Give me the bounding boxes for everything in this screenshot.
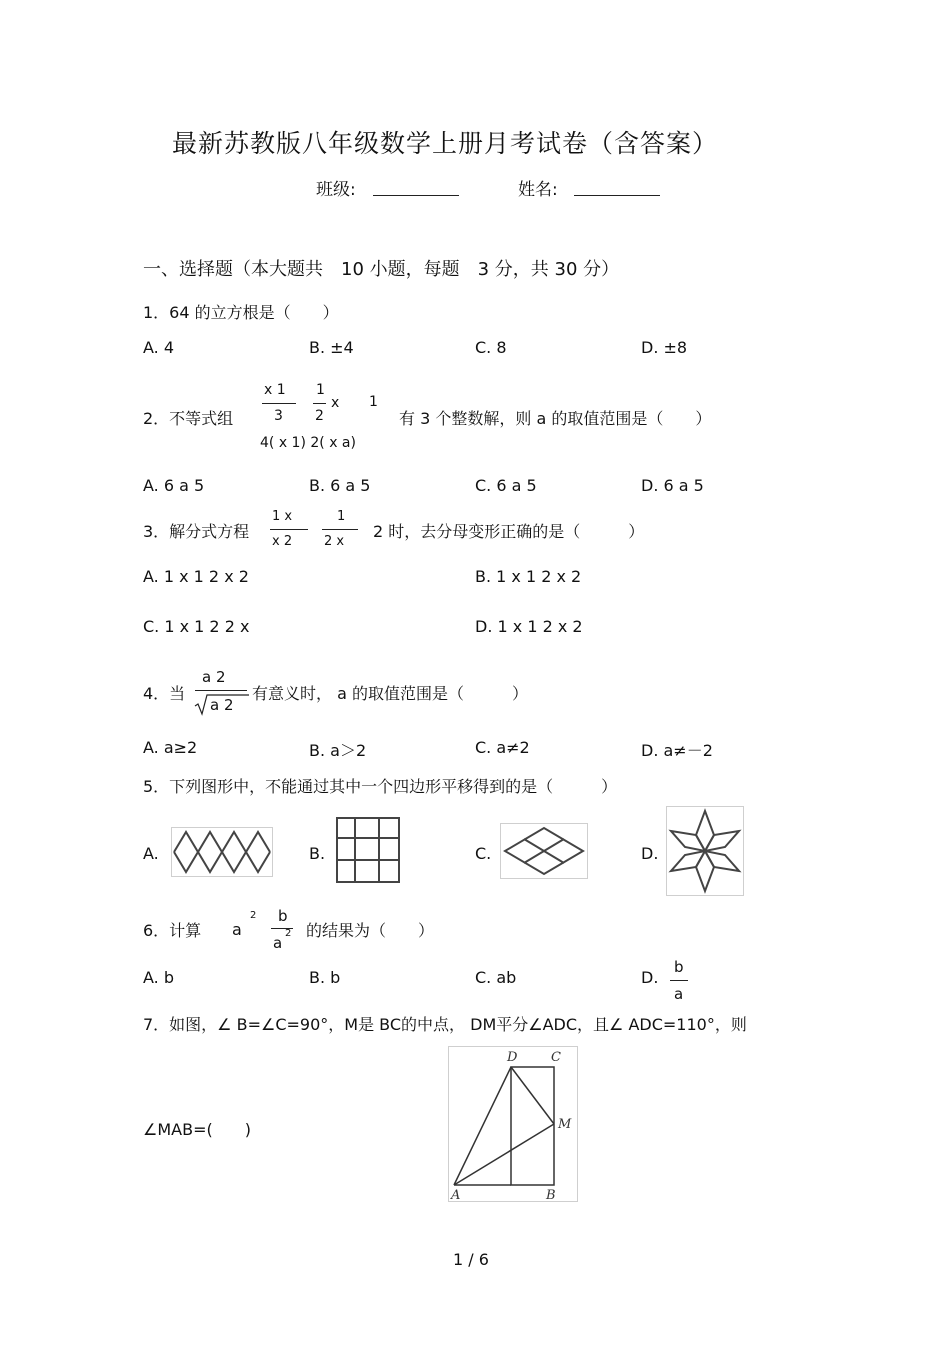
q3-option-b: B. 1 x 1 2 x 2 xyxy=(475,567,582,586)
q2-stem-start: 2．不等式组 xyxy=(143,409,234,428)
q2-rhs-1: 1 xyxy=(369,394,378,410)
class-label: 班级: xyxy=(316,180,356,200)
q3-stem-end: 2 时，去分母变形正确的是（ ） xyxy=(373,522,645,541)
q4-option-b: B. a＞2 xyxy=(309,741,367,760)
q4-stem-start: 4．当 xyxy=(143,684,186,703)
point-m-label: M xyxy=(558,1117,572,1132)
q2-option-c: C. 6 a 5 xyxy=(475,476,537,495)
q2-frac2-bar xyxy=(313,403,326,404)
square-grid-icon xyxy=(335,816,401,884)
rhombus-split-icon xyxy=(501,824,587,878)
q6-frac-den: a xyxy=(273,934,283,952)
q2-option-d: D. 6 a 5 xyxy=(641,476,704,495)
point-b-label: B xyxy=(546,1188,556,1201)
q6-stem-end: 的结果为（ ） xyxy=(306,921,435,940)
q4-option-a: A. a≥2 xyxy=(143,738,198,757)
q6-d-frac-bar xyxy=(670,980,688,981)
q6-option-a: A. b xyxy=(143,968,174,987)
q2-row2: 4( x 1) 2( x a) xyxy=(260,435,356,451)
q6-a: a xyxy=(232,920,242,939)
q6-option-d: D. xyxy=(641,968,659,987)
q4-option-d: D. a≠－2 xyxy=(641,741,713,760)
q5-label-a: A. xyxy=(143,844,159,863)
q4-frac-bar xyxy=(195,690,247,691)
q5-figure-a xyxy=(171,827,273,877)
q3-frac1-den: x 2 xyxy=(272,534,293,549)
name-label: 姓名: xyxy=(518,180,558,200)
q3-option-a: A. 1 x 1 2 x 2 xyxy=(143,567,249,586)
section-heading: 一、选择题（本大题共 10 小题，每题 3 分，共 30 分） xyxy=(143,259,620,280)
page-number: 1 / 6 xyxy=(453,1250,489,1269)
q4-frac-den: a 2 xyxy=(210,696,234,714)
q6-frac-den-exp: 2 xyxy=(285,928,292,939)
q3-option-c: C. 1 x 1 2 2 x xyxy=(143,617,250,636)
q6-d-frac-num: b xyxy=(674,958,684,976)
q4-frac-num: a 2 xyxy=(202,668,226,686)
rhombus-star-icon xyxy=(667,807,743,895)
q2-frac1-den: 3 xyxy=(274,408,283,424)
q1-option-c: C. 8 xyxy=(475,338,507,357)
q3-frac2-num: 1 xyxy=(337,509,346,524)
q5-label-d: D. xyxy=(641,844,659,863)
q3-stem-start: 3．解分式方程 xyxy=(143,522,250,541)
q3-frac1-bar xyxy=(270,529,308,530)
rhombus-chain-icon xyxy=(172,828,272,876)
page-title: 最新苏教版八年级数学上册月考试卷（含答案） xyxy=(172,129,719,158)
q5-label-c: C. xyxy=(475,844,492,863)
q7-figure xyxy=(448,1046,578,1202)
q6-stem-start: 6．计算 xyxy=(143,921,202,940)
name-blank xyxy=(574,195,660,196)
q2-x: x xyxy=(331,395,340,411)
q2-option-b: B. 6 a 5 xyxy=(309,476,371,495)
q3-frac1-num: 1 x xyxy=(272,509,293,524)
point-a-label: A xyxy=(451,1188,461,1201)
q6-option-c: C. ab xyxy=(475,968,517,987)
q4-option-c: C. a≠2 xyxy=(475,738,530,757)
q6-d-frac-den: a xyxy=(674,985,684,1003)
q2-stem-end: 有 3 个整数解，则 a 的取值范围是（ ） xyxy=(399,409,712,428)
quadrilateral-diagram xyxy=(449,1047,577,1201)
q3-frac2-den: 2 x xyxy=(324,534,345,549)
q6-a-exp: 2 xyxy=(250,910,257,921)
q2-frac2-den: 2 xyxy=(315,408,324,424)
q7-ask: ∠MAB=( ) xyxy=(143,1120,251,1139)
q3-option-d: D. 1 x 1 2 x 2 xyxy=(475,617,583,636)
q2-option-a: A. 6 a 5 xyxy=(143,476,205,495)
point-d-label: D xyxy=(507,1050,518,1065)
q5-figure-b xyxy=(335,816,401,884)
class-blank xyxy=(373,195,459,196)
q5-stem: 5．下列图形中，不能通过其中一个四边形平移得到的是（ ） xyxy=(143,777,618,796)
point-c-label: C xyxy=(551,1050,561,1065)
q7-stem: 7．如图，∠ B=∠C=90°，M是 BC的中点， DM平分∠ADC，且∠ ADC=110°，则 xyxy=(143,1015,747,1034)
q6-option-b: B. b xyxy=(309,968,341,987)
q1-option-a: A. 4 xyxy=(143,338,175,357)
q1-option-b: B. ±4 xyxy=(309,338,354,357)
q5-figure-c xyxy=(500,823,588,879)
q5-label-b: B. xyxy=(309,844,326,863)
q3-frac2-bar xyxy=(322,529,358,530)
q1-option-d: D. ±8 xyxy=(641,338,688,357)
q2-frac2-num: 1 xyxy=(316,382,325,398)
q1-stem: 1．64 的立方根是（ ） xyxy=(143,303,339,322)
q4-stem-end: 有意义时， a 的取值范围是（ ） xyxy=(252,684,528,703)
q6-frac-num: b xyxy=(278,907,288,925)
q2-frac1-num: x 1 xyxy=(264,382,286,398)
q5-figure-d xyxy=(666,806,744,896)
q2-frac1-bar xyxy=(262,403,296,404)
